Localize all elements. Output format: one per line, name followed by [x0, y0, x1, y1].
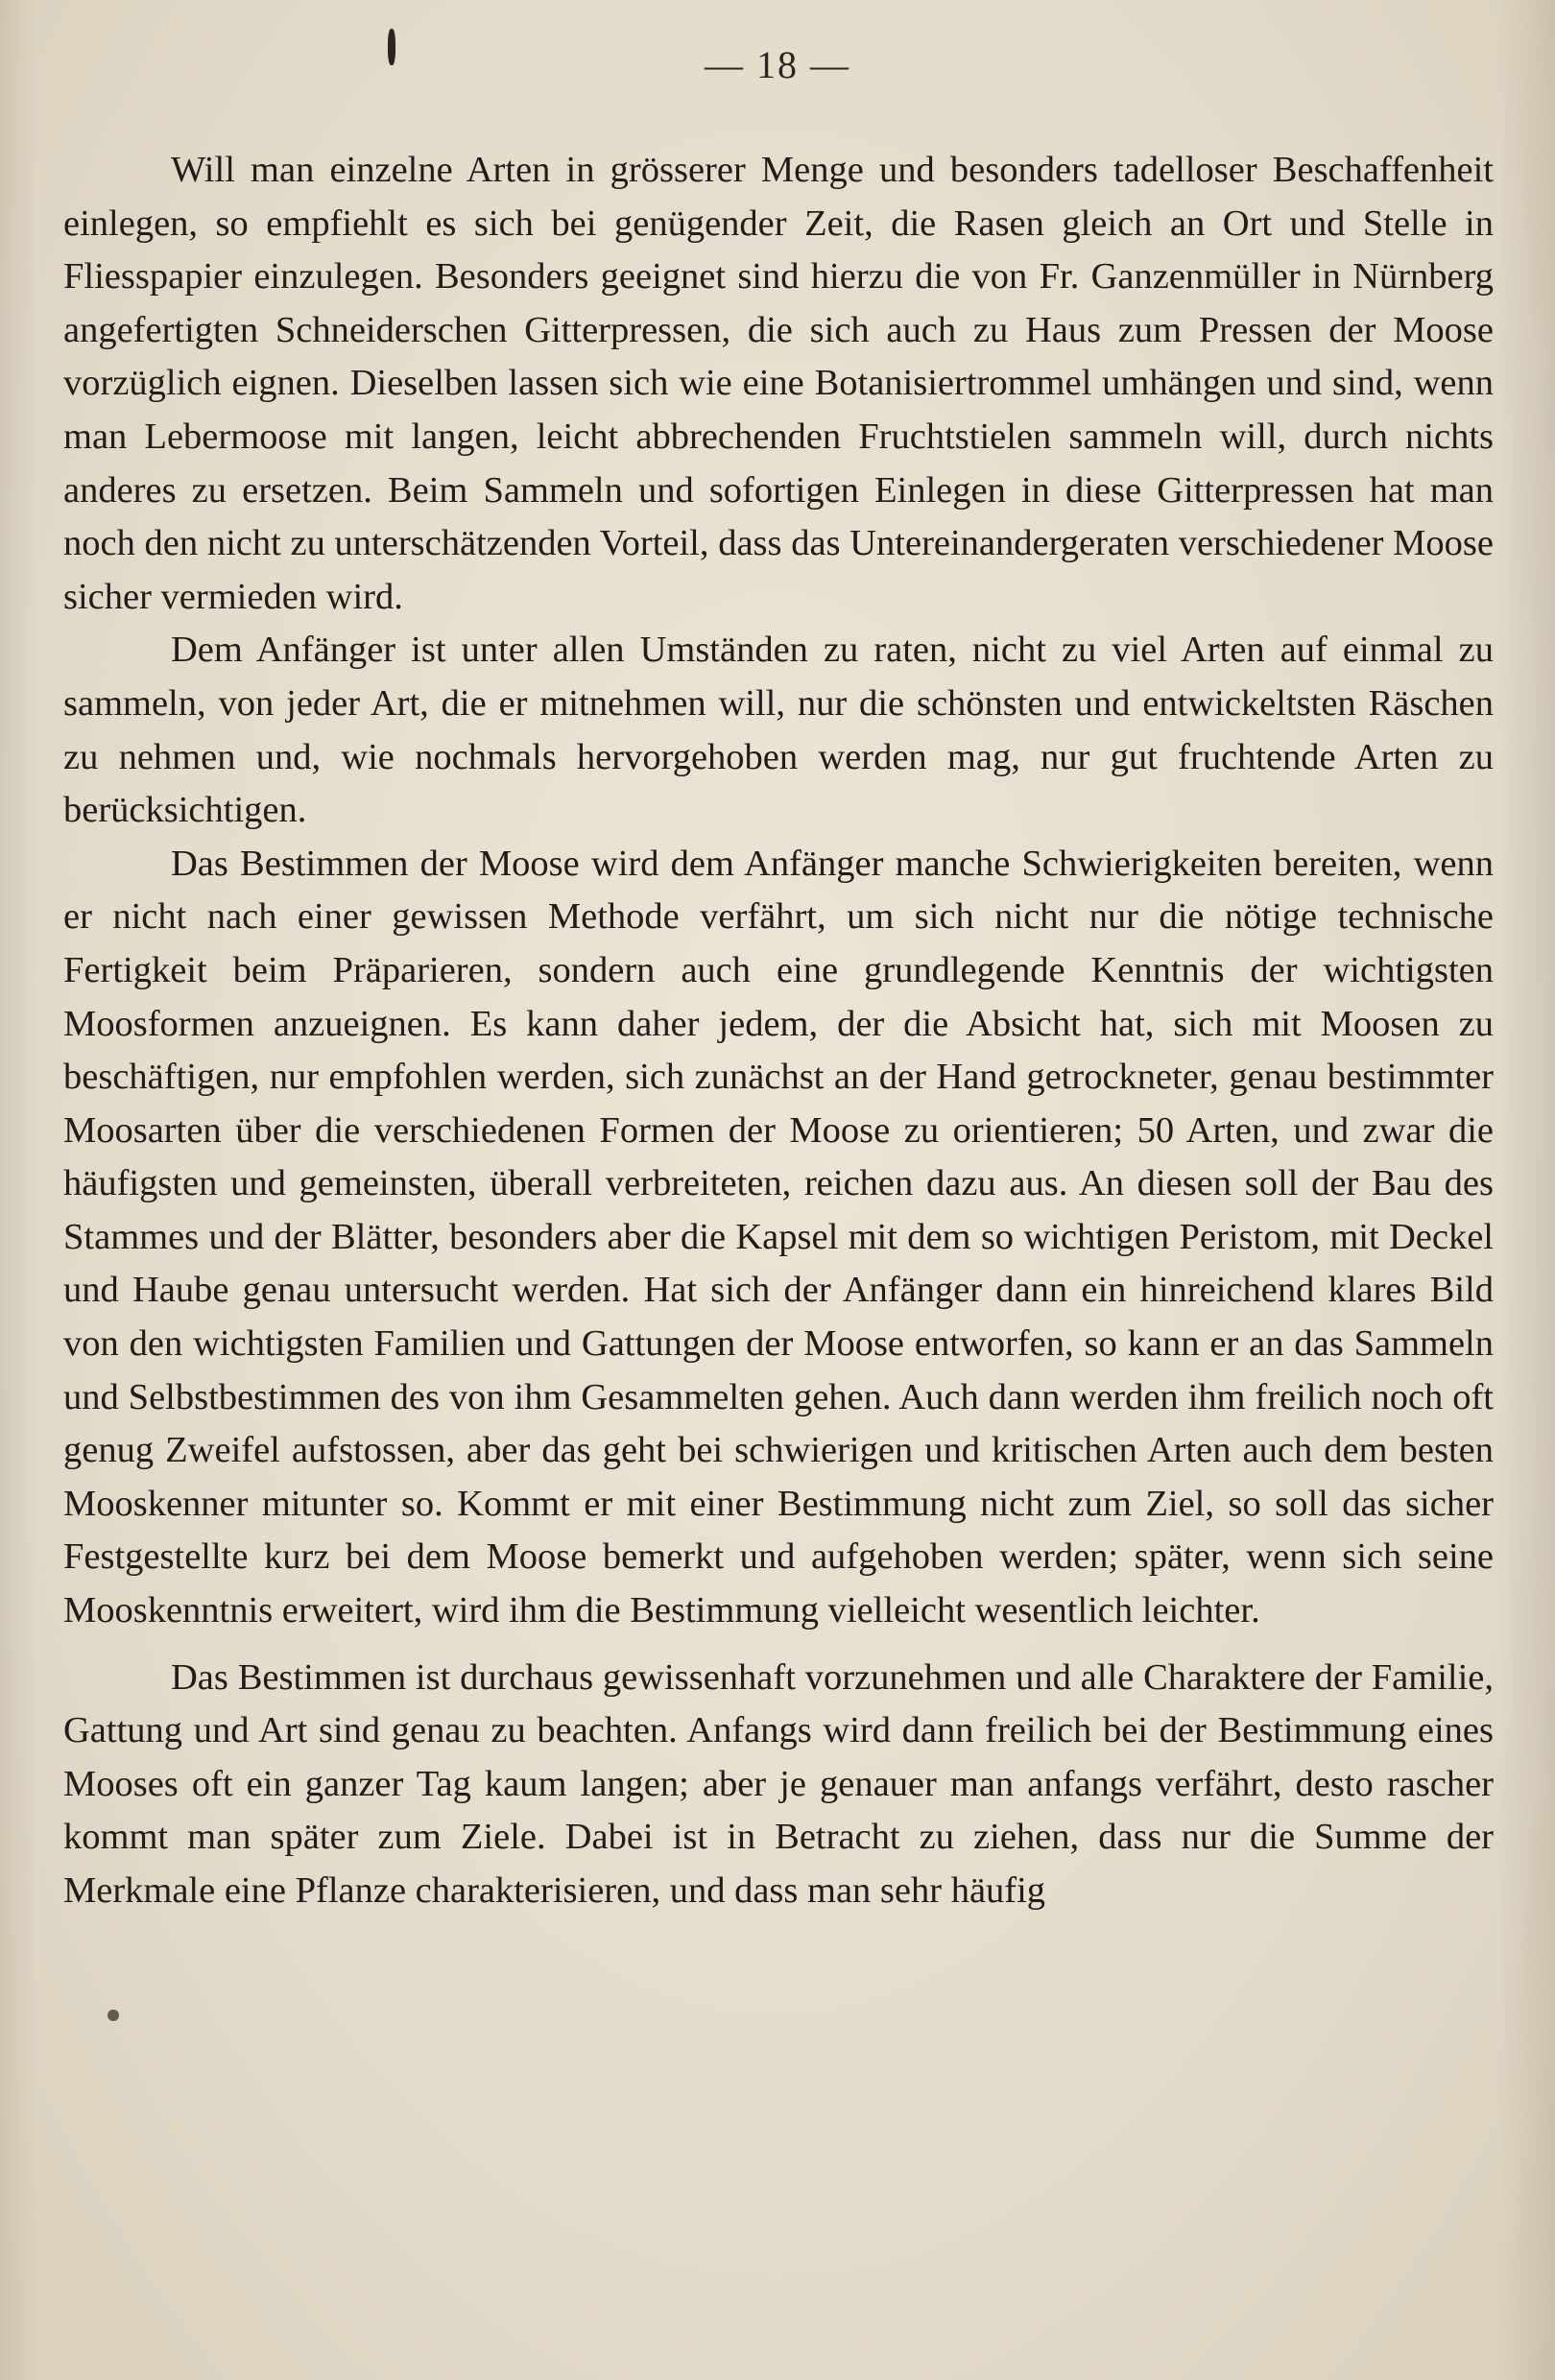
binding-shadow	[0, 0, 38, 2380]
paragraph: Das Bestimmen der Moose wird dem Anfänger manche Schwierigkeiten bereiten, wenn er nicht nach einer gewissen Methode verfährt, um sich nicht nur die nötige technische Fertigkeit beim Präparieren, sondern auch eine grundlegende Kenntnis der wichtigsten Moosformen anzueignen. Es kann daher jedem, der die Absicht hat, sich mit Moosen zu beschäftigen, nur empfohlen werden, sich zunächst an der Hand getrockneter, genau bestimmter Moosarten über die verschiedenen Formen der Moose zu orientieren; 50 Arten, und zwar die häufigsten und gemeinsten, überall verbreiteten, reichen dazu aus. An diesen soll der Bau des Stammes und der Blätter, besonders aber die Kapsel mit dem so wichtigen Peristom, mit Deckel und Haube genau untersucht werden. Hat sich der Anfänger dann ein hinreichend klares Bild von den wichtigsten Familien und Gattungen der Moose entworfen, so kann er an das Sammeln und Selbstbestimmen des von ihm Gesammelten gehen. Auch dann werden ihm freilich noch oft genug Zweifel aufstossen, aber das geht bei schwierigen und kritischen Arten auch dem besten Mooskenner mitunter so. Kommt er mit einer Bestimmung nicht zum Ziel, so soll das sicher Festgestellte kurz bei dem Moose bemerkt und aufgehoben werden; später, wenn sich seine Mooskenntnis erweitert, wird ihm die Bestimmung vielleicht wesentlich leichter.	[63, 843, 1494, 1631]
paragraph: Will man einzelne Arten in grösserer Menge und besonders tadelloser Beschaffenheit einlegen, so empfiehlt es sich bei genügender Zeit, die Rasen gleich an Ort und Stelle in Fliesspapier einzulegen. Besonders geeignet sind hierzu die von Fr. Ganzenmüller in Nürnberg angefertigten Schneiderschen Gitterpressen, die sich auch zu Haus zum Pressen der Moose vorzüglich eignen. Dieselben lassen sich wie eine Botanisiertrommel umhängen und sind, wenn man Lebermoose mit langen, leicht abbrechenden Fruchtstielen sammeln will, durch nichts anderes zu ersetzen. Beim Sammeln und sofortigen Einlegen in diese Gitterpressen hat man noch den nicht zu unterschätzenden Vorteil, dass das Untereinandergeraten verschiedener Moose sicher vermieden wird.	[63, 150, 1494, 617]
paragraph: Das Bestimmen ist durchaus gewissenhaft vorzunehmen und alle Charaktere der Familie, Gattung und Art sind genau zu beachten. Anfangs wird dann freilich bei der Bestimmung eines Mooses oft ein ganzer Tag kaum langen; aber je genauer man anfangs verfährt, desto rascher kommt man später zum Ziele. Dabei ist in Betracht zu ziehen, dass nur die Summe der Merkmale eine Pflanze charakterisieren, und dass man sehr häufig	[63, 1656, 1494, 1911]
page-number: — 18 —	[705, 43, 850, 86]
ink-spot	[108, 2010, 119, 2021]
paragraph: Dem Anfänger ist unter allen Umständen zu raten, nicht zu viel Arten auf einmal zu sammeln, von jeder Art, die er mitnehmen will, nur die schönsten und entwickeltsten Räschen zu nehmen und, wie nochmals hervorgehoben werden mag, nur gut fruchtende Arten zu berücksichtigen.	[63, 630, 1494, 831]
body-text	[63, 144, 1494, 1918]
page-edge-shadow	[1497, 0, 1555, 2380]
